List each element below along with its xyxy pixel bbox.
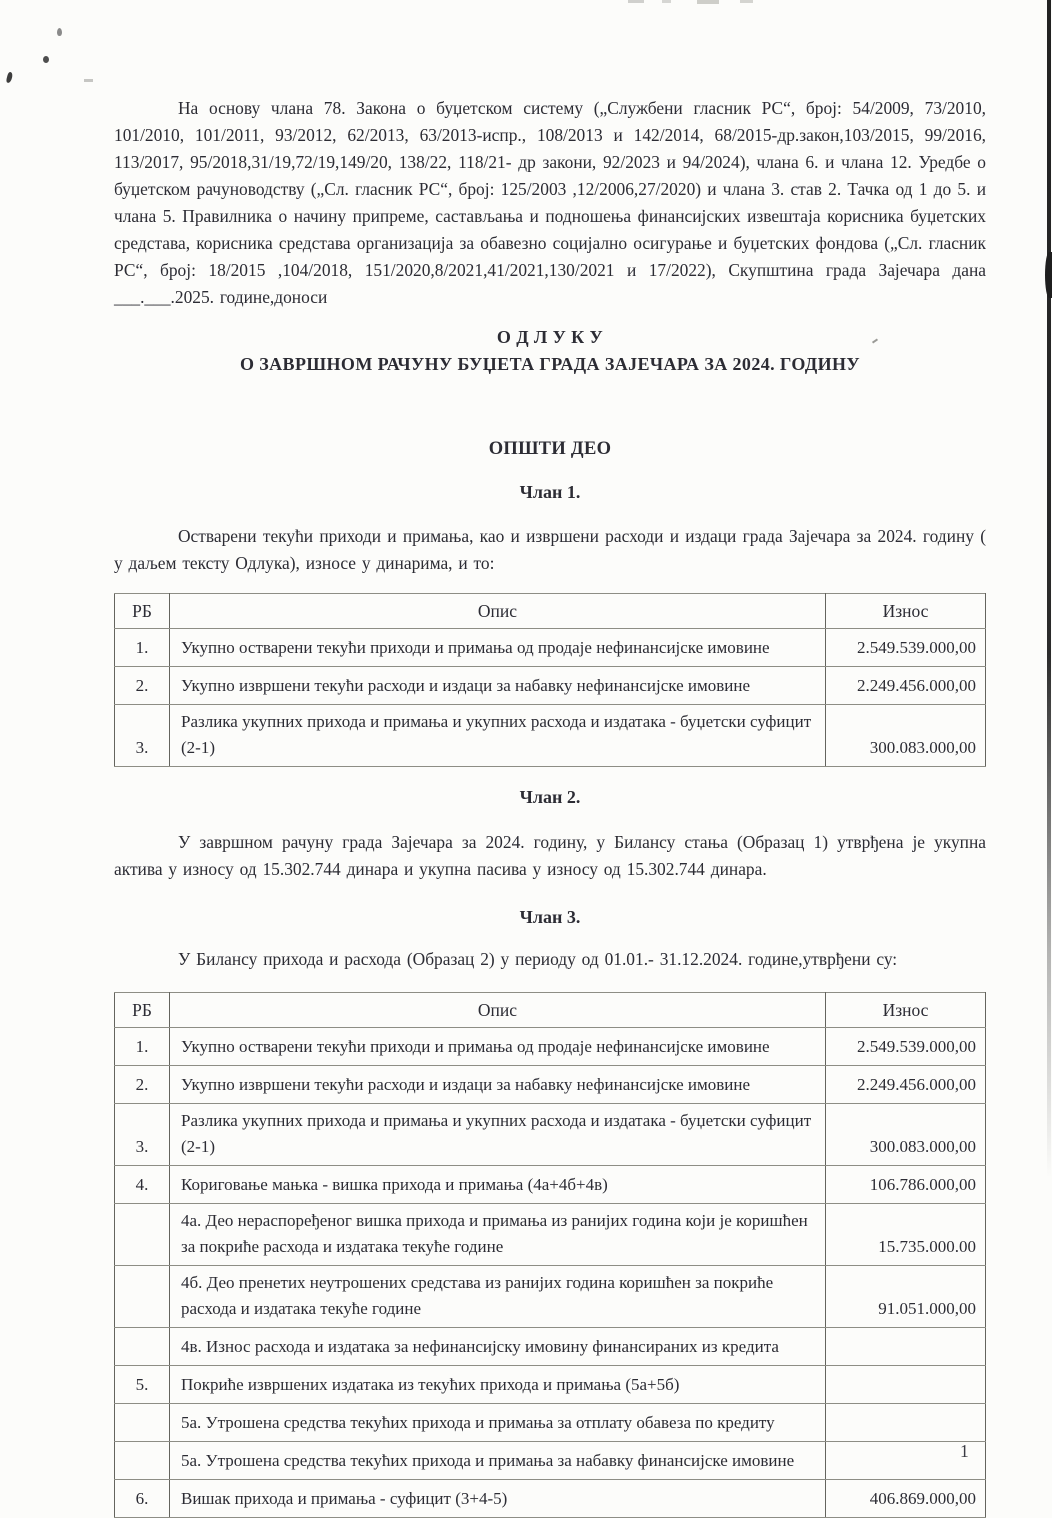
table-row bbox=[115, 1404, 986, 1442]
table-row bbox=[115, 1066, 986, 1104]
opis-cell: Укупно остварени текући приходи и примања од продаје нефинансијске имовине bbox=[170, 629, 826, 667]
iznos-cell bbox=[826, 1404, 986, 1442]
iznos-cell: 2.249.456.000,00 bbox=[826, 667, 986, 705]
table-row bbox=[115, 667, 986, 705]
column-header-iznos: Износ bbox=[826, 594, 986, 629]
rb-cell: 3. bbox=[115, 705, 170, 767]
iznos-cell: 106.786.000,00 bbox=[826, 1166, 986, 1204]
table-row bbox=[115, 1204, 986, 1266]
rb-cell: 4. bbox=[115, 1166, 170, 1204]
iznos-cell: 300.083.000,00 bbox=[826, 1104, 986, 1166]
table-row bbox=[115, 1442, 986, 1480]
opis-cell: 4а. Део нераспоређеног вишка прихода и примања из ранијих година који је коришћен за покриће расхода и издатака текуће године bbox=[170, 1204, 826, 1266]
article-2-heading: Члан 2. bbox=[519, 787, 581, 807]
article-3-paragraph: У Билансу прихода и расхода (Образац 2) у периоду од 01.01.- 31.12.2024. године,утврђени су: bbox=[178, 949, 898, 969]
rb-cell bbox=[115, 1204, 170, 1266]
opis-cell: 5а. Утрошена средства текућих прихода и примања за набавку финансијске имовине bbox=[170, 1442, 826, 1480]
iznos-cell: 2.249.456.000,00 bbox=[826, 1066, 986, 1104]
rb-cell: 6. bbox=[115, 1480, 170, 1518]
rb-cell: 1. bbox=[115, 1028, 170, 1066]
table-row bbox=[115, 1028, 986, 1066]
opis-cell: 4б. Део пренетих неутрошених средстава из ранијих година коришћен за покриће расхода и издатака текуће године bbox=[170, 1266, 826, 1328]
iznos-cell: 2.549.539.000,00 bbox=[826, 629, 986, 667]
opis-cell: Вишак прихода и примања - суфицит (3+4-5) bbox=[170, 1480, 826, 1518]
decision-title bbox=[114, 324, 986, 378]
opis-cell: Укупно извршени текући расходи и издаци за набавку нефинансијске имовине bbox=[170, 1066, 826, 1104]
rb-cell bbox=[115, 1442, 170, 1480]
opis-cell: Кориговање мањка - вишка прихода и примања (4а+4б+4в) bbox=[170, 1166, 826, 1204]
table-row bbox=[115, 705, 986, 767]
preamble-paragraph: На основу члана 78. Закона о буџетском систему („Службени гласник РС“, број: 54/2009, 73/2010, 101/2010, 101/2011, 93/2012, 62/2013, 63/2013-испр., 108/2013 и 142/2014, 68/2015-др.закон,103/2015, 99/2016, 113/2017, 95/2018,31/19,72/19,149/20, 138/22, 118/21- др закони, 92/2023 и 94/2024), члана 6. и члана 12. Уредбе о буџетском рачуноводству („Сл. гласник РС“, број: 125/2003 ,12/2006,27/2020) и члана 3. став 2. Тачка од 1 до 5. и члана 5. Правилника о начину припреме, састављања и подношења финансијских извештаја корисника буџетских средстава, корисника средстава организација за обавезно социјално осигурање и буџетских фондова („Сл. гласник РС“, број: 18/2015 ,104/2018, 151/2020,8/2021,41/2021,130/2021 и 17/2022), Скупштина града Зајечара дана ___.___.2025. године,доноси bbox=[114, 98, 986, 307]
opis-cell: Укупно извршени текући расходи и издаци за набавку нефинансијске имовине bbox=[170, 667, 826, 705]
balance-result-table-2 bbox=[114, 992, 986, 1518]
opis-cell: Покриће извршених издатака из текућих прихода и примања (5а+5б) bbox=[170, 1366, 826, 1404]
column-header-rb: РБ bbox=[115, 993, 170, 1028]
opis-cell: 4в. Износ расхода и издатака за нефинансијску имовину финансираних из кредита bbox=[170, 1328, 826, 1366]
iznos-cell bbox=[826, 1328, 986, 1366]
rb-cell: 1. bbox=[115, 629, 170, 667]
column-header-iznos: Износ bbox=[826, 993, 986, 1028]
budget-summary-table-1 bbox=[114, 593, 986, 767]
article-1-heading: Члан 1. bbox=[519, 482, 581, 502]
table-row bbox=[115, 1480, 986, 1518]
opis-cell: Укупно остварени текући приходи и примања од продаје нефинансијске имовине bbox=[170, 1028, 826, 1066]
article-3-heading: Члан 3. bbox=[519, 907, 581, 927]
article-1-paragraph: Остварени текући приходи и примања, као и извршени расходи и издаци града Зајечара за 2024. годину ( у даљем тексту Одлука), износе у динарима, и то: bbox=[114, 526, 986, 573]
iznos-cell: 2.549.539.000,00 bbox=[826, 1028, 986, 1066]
rb-cell bbox=[115, 1328, 170, 1366]
rb-cell bbox=[115, 1266, 170, 1328]
iznos-cell: 91.051.000,00 bbox=[826, 1266, 986, 1328]
iznos-cell: 406.869.000,00 bbox=[826, 1480, 986, 1518]
table-header-row bbox=[115, 993, 986, 1028]
decision-title-line-2: О ЗАВРШНОМ РАЧУНУ БУЏЕТА ГРАДА ЗАЈЕЧАРА ЗА 2024. ГОДИНУ bbox=[239, 354, 861, 374]
section-heading: ОПШТИ ДЕО bbox=[488, 439, 612, 459]
iznos-cell: 15.735.000.00 bbox=[826, 1204, 986, 1266]
rb-cell: 2. bbox=[115, 667, 170, 705]
table-row bbox=[115, 1166, 986, 1204]
iznos-cell bbox=[826, 1366, 986, 1404]
column-header-rb: РБ bbox=[115, 594, 170, 629]
table-row bbox=[115, 629, 986, 667]
table-row bbox=[115, 1366, 986, 1404]
table-header-row bbox=[115, 594, 986, 629]
decision-title-line-1: О Д Л У К У bbox=[496, 327, 604, 347]
opis-cell: 5а. Утрошена средства текућих прихода и примања за отплату обавеза по кредиту bbox=[170, 1404, 826, 1442]
rb-cell: 3. bbox=[115, 1104, 170, 1166]
rb-cell: 5. bbox=[115, 1366, 170, 1404]
rb-cell bbox=[115, 1404, 170, 1442]
table-row bbox=[115, 1104, 986, 1166]
opis-cell: Разлика укупних прихода и примања и укупних расхода и издатака - буџетски суфицит (2-1) bbox=[170, 705, 826, 767]
opis-cell: Разлика укупних прихода и примања и укупних расхода и издатака - буџетски суфицит (2-1) bbox=[170, 1104, 826, 1166]
table-row bbox=[115, 1328, 986, 1366]
rb-cell: 2. bbox=[115, 1066, 170, 1104]
column-header-opis: Опис bbox=[170, 594, 826, 629]
iznos-cell: 300.083.000,00 bbox=[826, 705, 986, 767]
article-2-paragraph: У завршном рачуну града Зајечара за 2024. годину, у Билансу стања (Образац 1) утврђена је укупна актива у износу од 15.302.744 динара и укупна пасива у износу од 15.302.744 динара. bbox=[114, 832, 986, 879]
page-number: 1 bbox=[960, 1441, 969, 1461]
table-row bbox=[115, 1266, 986, 1328]
column-header-opis: Опис bbox=[170, 993, 826, 1028]
